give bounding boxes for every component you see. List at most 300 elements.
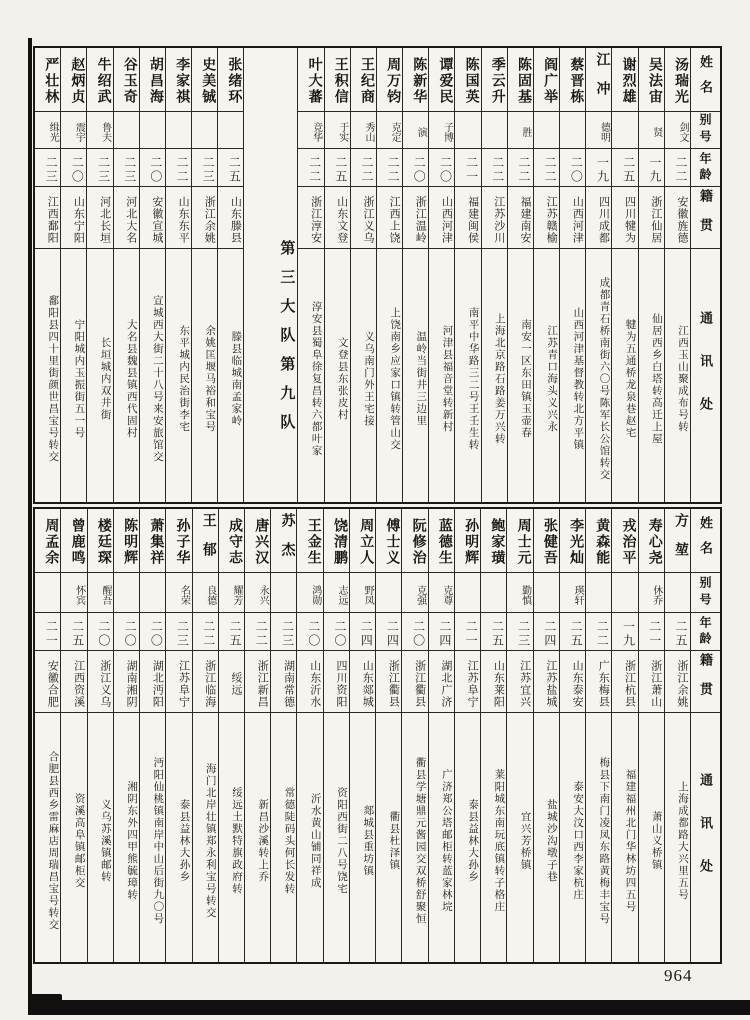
native-place-cell: 江西鄱阳 — [35, 187, 60, 249]
native-place-cell: 浙江余姚 — [665, 651, 690, 713]
person-column — [35, 48, 60, 502]
native-place-cell: 山东郯城 — [350, 651, 375, 713]
alias-cell: 永兴 — [245, 573, 270, 613]
alias-cell — [455, 112, 480, 149]
native-place-cell: 江苏赣榆 — [534, 187, 559, 249]
alias-cell: 鸿勋 — [297, 573, 322, 613]
name-cell: 黄森能 — [586, 509, 611, 573]
address-cell: 常德陡码头何长发转 — [283, 786, 295, 895]
address-cell: 淳安县蜀阜徐复昌转六都叶家 — [310, 300, 322, 457]
address-cell: 江苏青口海头义兴永 — [546, 324, 558, 433]
person-column — [218, 509, 244, 962]
age-cell: 二三 — [166, 613, 191, 651]
address-cell: 宜兴芳桥镇 — [519, 810, 531, 871]
native-place-cell: 福建南安 — [508, 187, 533, 249]
alias-cell: 勤慎 — [507, 573, 532, 613]
person-column — [506, 509, 532, 962]
age-cell: 二〇 — [560, 149, 585, 187]
roster-table-bottom — [33, 507, 722, 964]
age-cell: 二五 — [560, 613, 585, 651]
alias-cell: 志远 — [324, 573, 349, 613]
person-column — [454, 509, 480, 962]
address-cell: 成都青石桥南街六〇号陈军长公馆转交 — [598, 276, 610, 481]
name-cell: 谷玉奇 — [114, 48, 139, 112]
age-cell: 二二 — [377, 149, 402, 187]
address-cell: 衢县学塘鼎元酱园交双桥舒聚恒 — [414, 756, 426, 925]
address-cell: 义乌南门外王宅接 — [362, 330, 374, 427]
native-place-cell: 江苏盐城 — [534, 651, 559, 713]
native-place-cell: 绥远 — [219, 651, 244, 713]
person-column — [35, 509, 60, 962]
age-cell: 二二 — [245, 613, 270, 651]
age-cell: 一九 — [639, 149, 664, 187]
age-cell: 二三 — [192, 149, 217, 187]
person-column — [324, 48, 350, 502]
alias-cell: 耀芳 — [219, 573, 244, 613]
native-place-cell: 山西河津 — [429, 187, 454, 249]
person-column — [244, 509, 270, 962]
native-place-cell: 浙江衢县 — [376, 651, 401, 713]
alias-cell — [612, 573, 637, 613]
alias-cell — [665, 573, 690, 613]
alias-cell: 震宇 — [61, 112, 86, 149]
alias-cell — [376, 573, 401, 613]
name-cell: 苏杰 — [271, 509, 296, 573]
address-cell: 泰县益林大孙乡 — [467, 798, 479, 883]
age-cell: 二〇 — [140, 149, 165, 187]
native-place-cell: 广东梅县 — [586, 651, 611, 713]
address-cell: 衢县杜泽镇 — [388, 810, 400, 871]
native-place-cell: 湖南湘阴 — [114, 651, 139, 713]
address-cell: 义乌苏溪镇邮转 — [99, 798, 111, 883]
name-cell: 汤瑞光 — [665, 48, 690, 112]
scan-bottom-edge-bar — [28, 1000, 750, 1015]
address-cell: 上海成都路大兴里五号 — [677, 780, 688, 901]
person-column — [60, 48, 86, 502]
alias-cell — [560, 112, 585, 149]
native-place-cell: 山东东平 — [166, 187, 191, 249]
person-column — [349, 509, 375, 962]
name-cell: 周万钧 — [377, 48, 402, 112]
age-cell: 二二 — [351, 149, 376, 187]
address-cell: 宣城西大街二十八号来安旅馆交 — [151, 294, 163, 463]
address-cell: 东平城内民治街李宅 — [178, 324, 190, 433]
header-alias: 别号 — [691, 112, 720, 149]
native-place-cell: 江苏阜宁 — [166, 651, 191, 713]
name-cell: 王金生 — [297, 509, 322, 573]
address-cell: 江西玉山聚成布号转 — [677, 324, 688, 433]
name-cell: 李家祺 — [166, 48, 191, 112]
name-cell: 周孟余 — [35, 509, 60, 573]
address-cell: 上海北京路石路姜万兴转 — [493, 312, 505, 445]
name-cell: 吴法宙 — [639, 48, 664, 112]
person-column — [638, 509, 664, 962]
alias-cell: 剑文 — [665, 112, 690, 149]
age-cell: 一九 — [612, 613, 637, 651]
name-cell: 史美铖 — [192, 48, 217, 112]
address-cell: 长垣城内双井街 — [99, 336, 111, 421]
alias-cell — [534, 573, 559, 613]
age-cell: 二一 — [35, 613, 60, 651]
alias-cell: 缉光 — [35, 112, 60, 149]
age-cell: 二二 — [298, 149, 323, 187]
name-cell: 萧集祥 — [140, 509, 165, 573]
header-age: 年龄 — [691, 613, 720, 651]
address-cell: 山西河津基督教转北方平镇 — [572, 306, 584, 451]
person-column — [113, 509, 139, 962]
native-place-cell: 浙江临海 — [193, 651, 218, 713]
native-place-cell: 浙江淳安 — [298, 187, 323, 249]
address-cell: 资溪高阜镇邮柜交 — [73, 792, 85, 889]
alias-cell — [114, 112, 139, 149]
address-cell: 南平中华路三二号王壬生转 — [467, 306, 479, 451]
person-column — [296, 509, 322, 962]
name-cell: 楼廷琛 — [88, 509, 113, 573]
address-cell: 泰县益林大孙乡 — [178, 798, 190, 883]
age-cell: 二三 — [87, 149, 112, 187]
native-place-cell: 浙江衢县 — [402, 651, 427, 713]
address-cell: 仙居西乡白塔转高迁上屋 — [650, 312, 662, 445]
age-cell: 二三 — [114, 149, 139, 187]
native-place-cell: 浙江萧山 — [639, 651, 664, 713]
native-place-cell: 浙江义乌 — [351, 187, 376, 249]
age-cell: 二一 — [455, 613, 480, 651]
address-cell: 宁阳城内玉振街五一号 — [73, 318, 85, 439]
alias-cell: 瑛轩 — [560, 573, 585, 613]
person-column — [480, 509, 506, 962]
age-cell: 二三 — [507, 613, 532, 651]
age-cell: 二〇 — [324, 613, 349, 651]
native-place-cell: 湖北广济 — [429, 651, 454, 713]
native-place-cell: 江西资溪 — [61, 651, 86, 713]
native-place-cell: 浙江新昌 — [245, 651, 270, 713]
person-column — [270, 509, 296, 962]
header-alias: 别号 — [691, 573, 720, 613]
native-place-cell: 浙江温岭 — [403, 187, 428, 249]
alias-cell: 良德 — [193, 573, 218, 613]
name-cell: 陈新华 — [403, 48, 428, 112]
alias-cell — [612, 112, 637, 149]
native-place-cell: 江苏宜兴 — [507, 651, 532, 713]
age-cell: 二二 — [482, 149, 507, 187]
address-cell: 滕县临城南孟家岭 — [230, 330, 242, 427]
alias-cell: 于实 — [325, 112, 350, 149]
alias-cell: 克强 — [402, 573, 427, 613]
name-cell: 陈国英 — [455, 48, 480, 112]
person-column — [402, 48, 428, 502]
native-place-cell: 浙江义乌 — [88, 651, 113, 713]
native-place-cell: 江苏沙川 — [482, 187, 507, 249]
scan-left-edge-line — [28, 38, 32, 1004]
native-place-cell: 湖北沔阳 — [140, 651, 165, 713]
address-cell: 河津县福音堂转新村 — [441, 324, 453, 433]
age-cell: 二〇 — [114, 613, 139, 651]
person-column — [559, 509, 585, 962]
native-place-cell: 山东沂水 — [297, 651, 322, 713]
address-cell: 莱阳城东南玩底镇转子格庄 — [493, 768, 505, 913]
address-cell: 梅县下南门凌凤东路黄梅丰宝号 — [598, 756, 610, 925]
person-column — [165, 48, 191, 502]
header-native-place: 籍贯 — [691, 187, 720, 249]
native-place-cell: 安徽宣城 — [140, 187, 165, 249]
person-column — [428, 509, 454, 962]
name-cell: 王郁 — [193, 509, 218, 573]
name-cell: 阎广举 — [534, 48, 559, 112]
name-cell: 阮修治 — [402, 509, 427, 573]
person-column — [376, 48, 402, 502]
name-cell: 严壮林 — [35, 48, 60, 112]
native-place-cell: 湖南常德 — [271, 651, 296, 713]
name-cell: 江冲 — [586, 48, 611, 112]
name-cell: 方堃 — [665, 509, 690, 573]
age-cell: 二五 — [218, 149, 243, 187]
age-cell: 二五 — [481, 613, 506, 651]
age-cell: 二五 — [325, 149, 350, 187]
address-cell: 资阳西街二八号饶宅 — [335, 786, 347, 895]
roster-table-top — [33, 46, 722, 504]
native-place-cell: 山东宁阳 — [61, 187, 86, 249]
native-place-cell: 山西河津 — [560, 187, 585, 249]
address-cell: 大名县魏县镇西代固村 — [125, 318, 137, 439]
age-cell: 一九 — [586, 149, 611, 187]
name-cell: 谭爱民 — [429, 48, 454, 112]
alias-cell: 竞华 — [298, 112, 323, 149]
person-column — [507, 48, 533, 502]
name-cell: 牛绍武 — [87, 48, 112, 112]
person-column — [191, 48, 217, 502]
alias-cell — [481, 573, 506, 613]
address-cell: 新昌沙溪转上乔 — [257, 798, 269, 883]
alias-cell: 怀宾 — [61, 573, 86, 613]
name-cell: 饶清鹏 — [324, 509, 349, 573]
person-column — [481, 48, 507, 502]
person-column — [533, 48, 559, 502]
person-column — [165, 509, 191, 962]
age-cell: 二四 — [534, 613, 559, 651]
header-address: 通讯处 — [698, 773, 713, 902]
age-cell: 二〇 — [297, 613, 322, 651]
age-cell: 二三 — [35, 149, 60, 187]
alias-cell — [35, 573, 60, 613]
age-cell: 二五 — [219, 613, 244, 651]
name-cell: 曾鹿鸣 — [61, 509, 86, 573]
alias-cell: 秀山 — [351, 112, 376, 149]
alias-cell: 鲁夫 — [87, 112, 112, 149]
person-column — [428, 48, 454, 502]
name-cell: 叶大蕃 — [298, 48, 323, 112]
name-cell: 谢烈雄 — [612, 48, 637, 112]
age-cell: 二〇 — [61, 149, 86, 187]
age-cell: 二二 — [508, 149, 533, 187]
native-place-cell: 河北长垣 — [87, 187, 112, 249]
person-column — [638, 48, 664, 502]
alias-cell — [455, 573, 480, 613]
address-cell: 温岭当街井三边里 — [415, 330, 427, 427]
name-cell: 赵炳贞 — [61, 48, 86, 112]
alias-cell: 醒吾 — [88, 573, 113, 613]
name-cell: 傅士义 — [376, 509, 401, 573]
name-cell: 张绪环 — [218, 48, 243, 112]
header-native-place: 籍贯 — [691, 651, 720, 713]
person-column — [86, 48, 112, 502]
alias-cell — [218, 112, 243, 149]
alias-cell — [140, 112, 165, 149]
person-column — [664, 48, 690, 502]
header-address: 通讯处 — [698, 311, 713, 440]
native-place-cell: 江西上饶 — [377, 187, 402, 249]
name-cell: 戎治平 — [612, 509, 637, 573]
person-column — [611, 509, 637, 962]
person-column — [454, 48, 480, 502]
person-column — [611, 48, 637, 502]
address-cell: 萧山义桥镇 — [650, 810, 662, 871]
age-cell: 二三 — [271, 613, 296, 651]
age-cell: 二〇 — [88, 613, 113, 651]
alias-cell: 德明 — [586, 112, 611, 149]
address-cell: 鄱阳县四十里街颜世昌宝号转交 — [47, 294, 59, 463]
name-cell: 寿心尧 — [639, 509, 664, 573]
scan-bottom-corner-mark — [28, 994, 62, 1015]
address-cell: 郯城县重坊镇 — [362, 804, 374, 877]
native-place-cell: 山东莱阳 — [481, 651, 506, 713]
address-cell: 泰安大汶口西李家杭庄 — [572, 780, 584, 901]
native-place-cell: 四川资阳 — [324, 651, 349, 713]
native-place-cell: 安徽旌德 — [665, 187, 690, 249]
person-column — [192, 509, 218, 962]
name-cell: 周立人 — [350, 509, 375, 573]
alias-cell — [140, 573, 165, 613]
native-place-cell: 福建闽侯 — [455, 187, 480, 249]
name-cell: 孙子华 — [166, 509, 191, 573]
age-cell: 二二 — [166, 149, 191, 187]
alias-cell: 胜 — [508, 112, 533, 149]
native-place-cell: 江苏阜宁 — [455, 651, 480, 713]
alias-cell — [586, 573, 611, 613]
age-cell: 二二 — [193, 613, 218, 651]
page-number: 964 — [664, 966, 693, 985]
age-cell: 二〇 — [429, 149, 454, 187]
address-cell: 合肥县西乡雷麻店周瑞昌宝号转交 — [47, 750, 59, 931]
header-column — [690, 509, 720, 962]
alias-cell: 贤 — [639, 112, 664, 149]
name-cell: 蓝德生 — [429, 509, 454, 573]
person-column — [113, 48, 139, 502]
native-place-cell: 浙江仙居 — [639, 187, 664, 249]
group-column — [243, 48, 297, 502]
native-place-cell: 山东泰安 — [560, 651, 585, 713]
person-column — [297, 48, 323, 502]
native-place-cell: 山东文登 — [325, 187, 350, 249]
age-cell: 二〇 — [403, 149, 428, 187]
name-cell: 张健吾 — [534, 509, 559, 573]
alias-cell: 克尊 — [429, 573, 454, 613]
address-cell: 福建福州北门华林坊四五号 — [624, 768, 636, 913]
address-cell: 余姚匡堰马裕和宝号 — [204, 324, 216, 433]
address-cell: 上饶南乡应家口镇转管山交 — [389, 306, 401, 451]
name-cell: 陈固基 — [508, 48, 533, 112]
native-place-cell: 浙江杭县 — [612, 651, 637, 713]
address-cell: 文登县东张皮村 — [336, 336, 348, 421]
name-cell: 胡昌海 — [140, 48, 165, 112]
person-column — [139, 48, 165, 502]
age-cell: 二四 — [429, 613, 454, 651]
alias-cell — [271, 573, 296, 613]
address-cell: 绥远土默特旗政府转 — [231, 786, 243, 895]
address-cell: 沔阳仙桃镇南岸中山后街九〇号 — [152, 756, 164, 925]
name-cell: 王积信 — [325, 48, 350, 112]
alias-cell: 子博 — [429, 112, 454, 149]
header-name: 姓名 — [691, 509, 720, 573]
person-column — [559, 48, 585, 502]
person-column — [533, 509, 559, 962]
person-column — [217, 48, 243, 502]
native-place-cell: 浙江余姚 — [192, 187, 217, 249]
name-cell: 鲍家璜 — [481, 509, 506, 573]
person-column — [585, 48, 611, 502]
person-column — [87, 509, 113, 962]
native-place-cell: 四川犍为 — [612, 187, 637, 249]
age-cell: 二一 — [639, 613, 664, 651]
age-cell: 二二 — [534, 149, 559, 187]
person-column — [664, 509, 690, 962]
name-cell: 周士元 — [507, 509, 532, 573]
name-cell: 唐兴汉 — [245, 509, 270, 573]
alias-cell: 野凤 — [350, 573, 375, 613]
native-place-cell: 河北大名 — [114, 187, 139, 249]
header-column — [690, 48, 720, 502]
person-column — [375, 509, 401, 962]
address-cell: 湘阴东外四甲熊毓璋转 — [126, 780, 138, 901]
name-cell: 蔡晋栋 — [560, 48, 585, 112]
age-cell: 二五 — [612, 149, 637, 187]
alias-cell: 名荣 — [166, 573, 191, 613]
alias-cell — [534, 112, 559, 149]
age-cell: 二一 — [455, 149, 480, 187]
native-place-cell: 四川成都 — [586, 187, 611, 249]
native-place-cell: 安徽合肥 — [35, 651, 60, 713]
age-cell: 二五 — [61, 613, 86, 651]
alias-cell: 演 — [403, 112, 428, 149]
group-label: 第三大队第九队 — [278, 239, 295, 443]
header-age: 年龄 — [691, 149, 720, 187]
age-cell: 二〇 — [402, 613, 427, 651]
address-cell: 广济郑公塔邮柜转蓝家林垸 — [440, 768, 452, 913]
alias-cell — [482, 112, 507, 149]
header-name: 姓名 — [691, 48, 720, 112]
address-cell: 盐城沙沟墩子巷 — [545, 798, 557, 883]
alias-cell — [114, 573, 139, 613]
address-cell: 海门北岸壮镇郑永利宝号转交 — [204, 762, 216, 919]
address-cell: 沂水黄山铺同祥成 — [309, 792, 321, 889]
native-place-cell: 山东滕县 — [218, 187, 243, 249]
alias-cell: 休乔 — [639, 573, 664, 613]
alias-cell — [192, 112, 217, 149]
age-cell: 二〇 — [140, 613, 165, 651]
alias-cell: 克定 — [377, 112, 402, 149]
address-cell: 犍为五通桥龙泉巷赵宅 — [624, 318, 636, 439]
name-cell: 孙明辉 — [455, 509, 480, 573]
person-column — [350, 48, 376, 502]
alias-cell — [166, 112, 191, 149]
name-cell: 成守志 — [219, 509, 244, 573]
person-column — [401, 509, 427, 962]
person-column — [323, 509, 349, 962]
name-cell: 季云升 — [482, 48, 507, 112]
age-cell: 二五 — [665, 613, 690, 651]
age-cell: 二四 — [350, 613, 375, 651]
address-cell: 南安一区东田镇玉壶春 — [519, 318, 531, 439]
age-cell: 二四 — [376, 613, 401, 651]
